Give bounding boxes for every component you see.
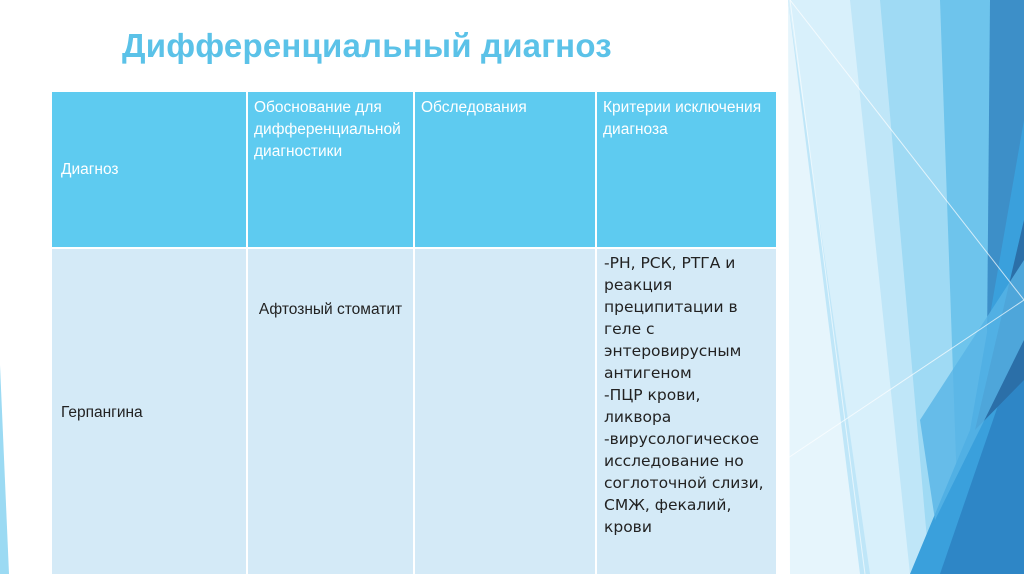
header-criteria: Критерии исключения диагноза [596, 91, 777, 248]
cell-examinations [414, 248, 596, 574]
header-basis: Обоснование для дифференциальной диагностики [247, 91, 414, 248]
slide-title: Дифференциальный диагноз [122, 27, 612, 64]
criteria-item: -вирусологическое исследование но соглоточной слизи, СМЖ, фекалий, крови [604, 430, 764, 536]
geometric-facets-decoration-icon [760, 0, 1024, 574]
table-header-row [51, 91, 777, 248]
criteria-item: -РН, РСК, РТГА и реакция преципитации в геле с энтеровирусным антигеном [604, 254, 742, 382]
header-examinations: Обследования [414, 91, 596, 248]
cell-basis: Афтозный стоматит [247, 248, 414, 574]
left-triangle-accent-icon [0, 0, 10, 574]
table-row [51, 248, 777, 574]
criteria-item: -ПЦР крови, ликвора [604, 386, 701, 426]
cell-criteria [596, 248, 777, 574]
header-diagnosis: Диагноз [51, 91, 247, 248]
differential-diagnosis-table [50, 90, 778, 574]
cell-diagnosis: Герпангина [51, 248, 247, 574]
